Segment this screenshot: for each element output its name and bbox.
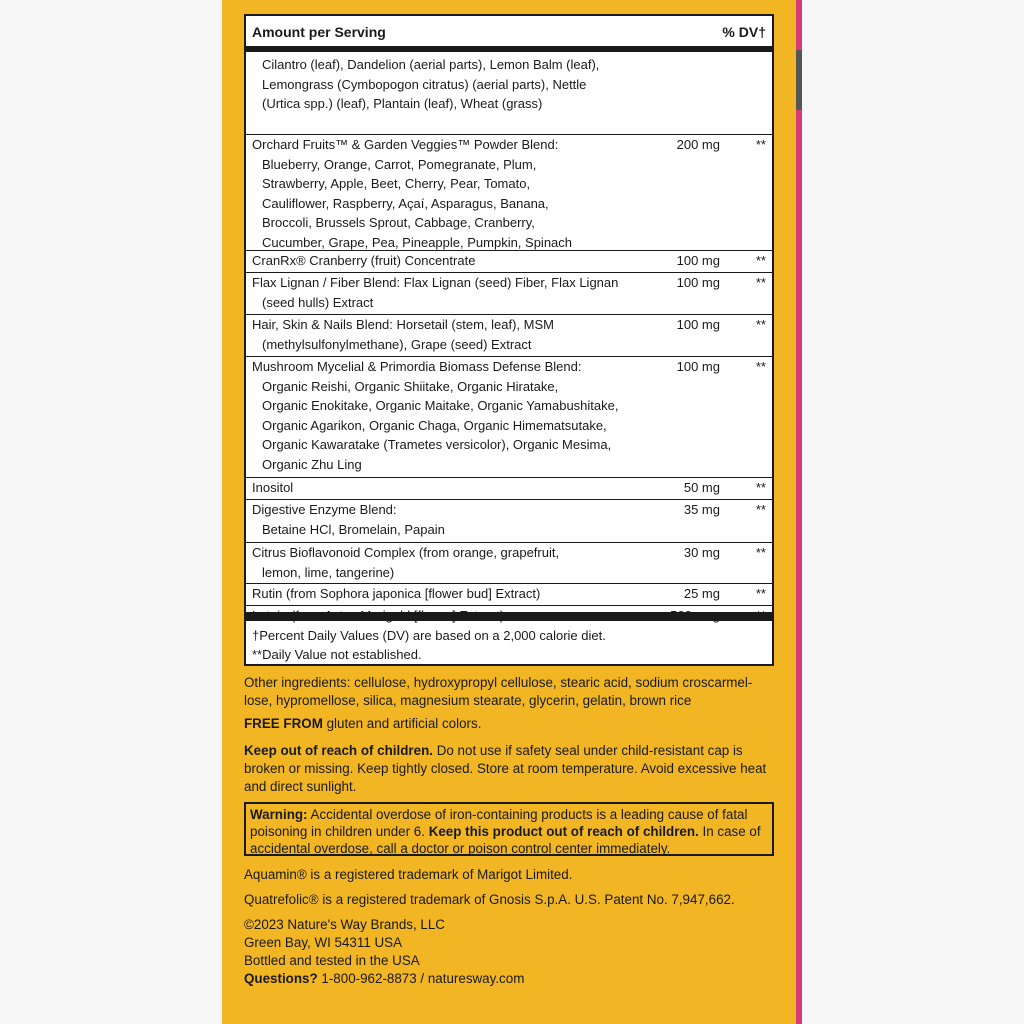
free-from-statement <box>244 715 774 733</box>
address: Green Bay, WI 54311 USA <box>244 935 403 950</box>
ingredient-line: Organic Kawaratake (Trametes versicolor), Organic Mesima, <box>262 437 612 452</box>
storage-text: Do not use if safety seal under child-resistant cap is broken or missing. Keep tightly closed. Store at room temperature. Avoid excessive heat and direct sunlight. <box>244 743 767 794</box>
ingredient-name <box>252 478 662 498</box>
ingredient-name <box>252 251 662 271</box>
quatrefolic-trademark: Quatrefolic® is a registered trademark of Gnosis S.p.A. U.S. Patent No. 7,947,662. <box>244 892 735 907</box>
ingredient-amount: 100 mg <box>676 359 720 374</box>
supplement-facts-table <box>244 14 774 666</box>
ingredient-line: Cucumber, Grape, Pea, Pineapple, Pumpkin, Spinach <box>262 234 573 250</box>
ingredient-line: Organic Zhu Ling <box>262 456 362 472</box>
ingredient-line: CranRx® Cranberry (fruit) Concentrate <box>252 253 476 268</box>
ingredient-name <box>252 55 662 114</box>
bottled-statement: Bottled and tested in the USA <box>244 953 420 968</box>
ingredient-dv: ** <box>755 359 766 374</box>
facts-row <box>246 542 772 584</box>
warning-label: Warning: <box>250 807 308 822</box>
facts-row <box>246 356 772 478</box>
facts-row <box>246 134 772 251</box>
facts-row <box>246 499 772 543</box>
facts-row <box>246 583 772 606</box>
other-ingredients: Other ingredients: cellulose, hydroxypropyl cellulose, stearic acid, sodium croscarmel-lose, hypromellose, silica, magnesium stearate, glycerin, gelatin, brown rice <box>244 675 753 708</box>
ingredient-dv: ** <box>755 317 766 332</box>
facts-row <box>246 272 772 315</box>
facts-row <box>246 314 772 357</box>
ingredient-line: Broccoli, Brussels Sprout, Cabbage, Cranberry, <box>262 215 535 230</box>
company-info <box>244 916 774 988</box>
aquamin-trademark: Aquamin® is a registered trademark of Marigot Limited. <box>244 867 573 882</box>
ingredient-line: Flax Lignan / Fiber Blend: Flax Lignan (seed) Fiber, Flax Lignan <box>252 275 619 290</box>
ingredient-line: Strawberry, Apple, Beet, Cherry, Pear, Tomato, <box>262 176 531 191</box>
keep-away-label: Keep out of reach of children. <box>244 743 433 758</box>
ingredient-dv: ** <box>755 586 766 601</box>
ingredient-line: Hair, Skin & Nails Blend: Horsetail (stem, leaf), MSM <box>252 317 554 332</box>
facts-row <box>246 477 772 500</box>
ingredient-dv: ** <box>755 253 766 268</box>
ingredient-line: (methylsulfonylmethane), Grape (seed) Extract <box>262 336 532 352</box>
ingredient-amount: 100 mg <box>676 253 720 268</box>
ingredient-line: Lemongrass (Cymbopogon citratus) (aerial parts), Nettle <box>262 76 587 92</box>
ingredient-line: Inositol <box>252 480 294 495</box>
ingredient-line: Mushroom Mycelial & Primordia Biomass Defense Blend: <box>252 359 582 374</box>
ingredient-amount: 100 mg <box>676 317 720 332</box>
ingredient-amount: 25 mg <box>683 586 720 601</box>
contact-line <box>244 970 774 988</box>
ingredient-name <box>252 543 662 582</box>
facts-row <box>246 250 772 273</box>
ingredient-line: Citrus Bioflavonoid Complex (from orange, grapefruit, <box>252 545 560 560</box>
facts-footnotes <box>252 626 606 664</box>
ingredient-name <box>252 500 662 539</box>
ingredient-line: Betaine HCl, Bromelain, Papain <box>262 521 445 537</box>
ingredient-line: (Urtica spp.) (leaf), Plantain (leaf), Wheat (grass) <box>262 96 543 111</box>
iron-warning-box <box>244 802 774 856</box>
footnote-not-established: **Daily Value not established. <box>252 647 422 662</box>
ingredient-amount: 35 mg <box>683 502 720 517</box>
ingredient-name <box>252 315 662 354</box>
scrollbar-thumb[interactable] <box>796 50 802 110</box>
ingredient-dv: ** <box>755 480 766 495</box>
label-edge-stripe <box>796 0 802 1024</box>
ingredient-amount: 100 mg <box>676 275 720 290</box>
ingredient-line: Blueberry, Orange, Carrot, Pomegranate, Plum, <box>262 156 537 172</box>
ingredient-line: Digestive Enzyme Blend: <box>252 502 397 517</box>
ingredient-dv: ** <box>755 275 766 290</box>
ingredient-name <box>252 584 662 604</box>
ingredient-line: Cilantro (leaf), Dandelion (aerial parts), Lemon Balm (leaf), <box>262 57 600 72</box>
ingredient-line: Cauliflower, Raspberry, Açaí, Asparagus, Banana, <box>262 195 549 211</box>
ingredient-dv: ** <box>755 502 766 517</box>
warning-bold-text: Keep this product out of reach of children. <box>428 824 699 839</box>
daily-value-heading: % DV† <box>722 24 766 40</box>
warning-overdose-text: In case of accidental overdose, call a doctor or poison control center immediately. <box>250 824 761 856</box>
ingredient-dv: ** <box>755 545 766 560</box>
ingredient-amount: 200 mg <box>676 137 720 152</box>
free-from-label: FREE FROM <box>244 716 323 731</box>
copyright: ©2023 Nature's Way Brands, LLC <box>244 917 445 932</box>
ingredient-line: Organic Enokitake, Organic Maitake, Organic Yamabushitake, <box>262 398 619 413</box>
facts-header <box>246 16 772 52</box>
ingredient-name <box>252 273 662 312</box>
free-from-text: gluten and artificial colors. <box>326 716 482 731</box>
storage-statement <box>244 742 774 796</box>
ingredient-name <box>252 357 662 474</box>
facts-row <box>246 54 772 135</box>
ingredient-line: Organic Agarikon, Organic Chaga, Organic Himematsutake, <box>262 417 607 433</box>
ingredient-name <box>252 135 662 252</box>
ingredient-amount: 50 mg <box>683 480 720 495</box>
ingredient-amount: 30 mg <box>683 545 720 560</box>
ingredient-line: Orchard Fruits™ & Garden Veggies™ Powder Blend: <box>252 137 559 152</box>
ingredient-line: Rutin (from Sophora japonica [flower bud] Extract) <box>252 586 541 601</box>
warning-text: Accidental overdose of iron-containing products is a leading cause of fatal poisoning in children under 6. <box>250 807 748 839</box>
amount-per-serving-heading: Amount per Serving <box>252 24 386 40</box>
contact-text: 1-800-962-8873 / naturesway.com <box>321 971 525 986</box>
ingredient-dv: ** <box>755 137 766 152</box>
facts-row <box>246 605 772 612</box>
ingredient-line: lemon, lime, tangerine) <box>262 564 395 580</box>
footnote-dv: †Percent Daily Values (DV) are based on a 2,000 calorie diet. <box>252 628 606 643</box>
facts-bottom-bar <box>246 612 772 621</box>
ingredient-line: (seed hulls) Extract <box>262 294 374 310</box>
ingredient-line: Organic Reishi, Organic Shiitake, Organic Hiratake, <box>262 378 559 394</box>
questions-label: Questions? <box>244 971 318 986</box>
